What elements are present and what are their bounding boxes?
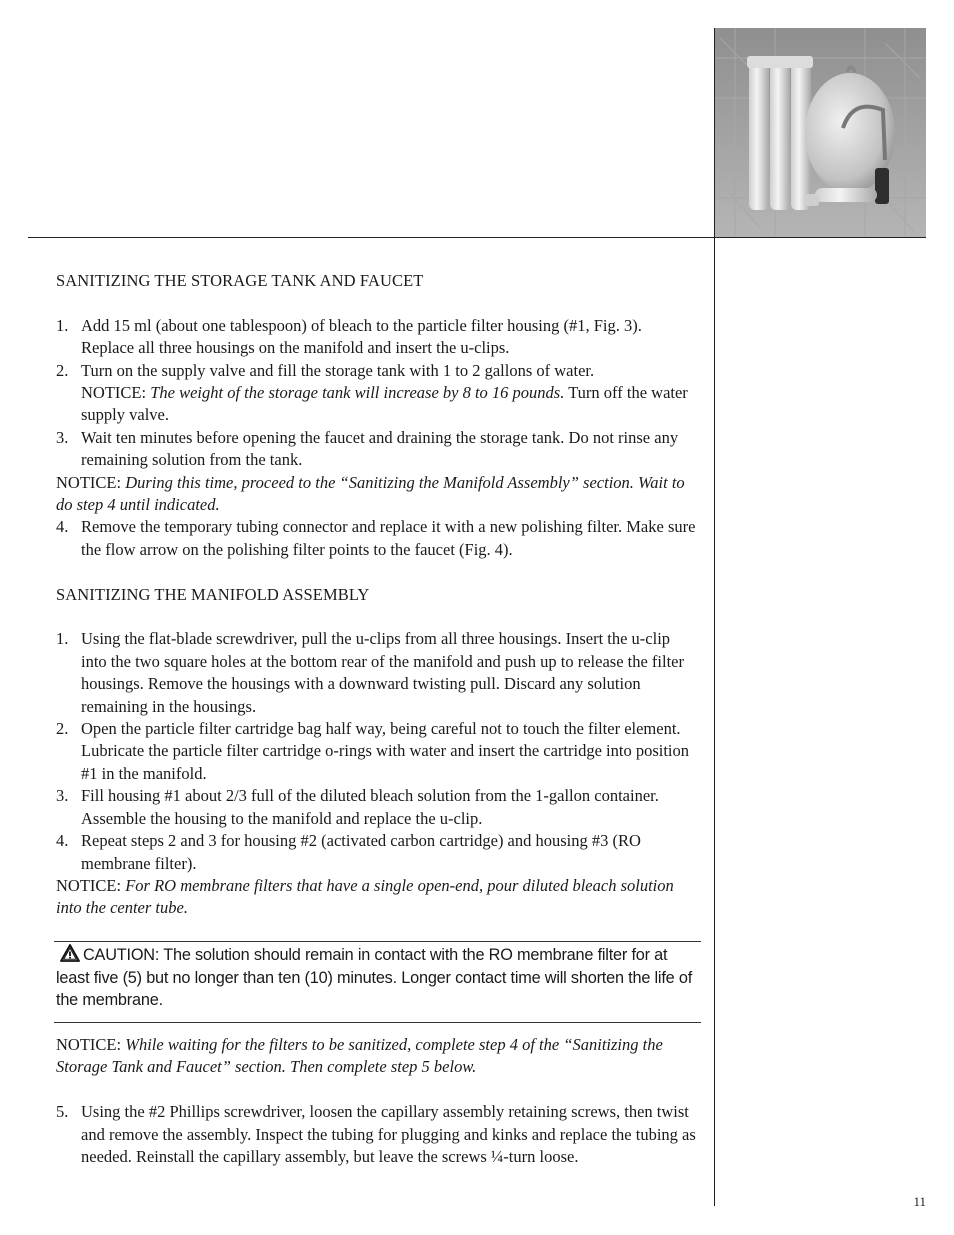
list-item: 1. Using the flat-blade screwdriver, pull the u-clips from all three housings. Insert the u-clip into the two square holes at the bottom rear of the manifold and push up to release the filter housings. Remove the housings with a downward twisting pull. Discard any solution remaining in the housings. (56, 629, 684, 716)
header-rule (28, 237, 926, 238)
list-item: 2. Open the particle filter cartridge bag half way, being careful not to touch the filter element. Lubricate the particle filter cartridge o-rings with water and insert the cartridge into position #1 in the manifold. (56, 719, 689, 783)
list-item: 3. Wait ten minutes before opening the faucet and draining the storage tank. Do not rinse any remaining solution from the tank. (56, 427, 679, 470)
final-step (56, 1101, 699, 1168)
list-item: 4. Remove the temporary tubing connector and replace it with a new polishing filter. Make sure the flow arrow on the polishing filter points to the faucet (Fig. 4). (56, 517, 696, 559)
section-heading-storage-tank: SANITIZING THE STORAGE TANK AND FAUCET (56, 271, 424, 290)
main-content-top (56, 270, 699, 920)
ro-system-image (715, 28, 926, 237)
warning-triangle-icon (60, 944, 80, 962)
list-item: 1. Add 15 ml (about one tablespoon) of bleach to the particle filter housing (#1, Fig. 3). Replace all three housings on the manifold and insert the u-clips. (56, 315, 642, 358)
caution-text: CAUTION: The solution should remain in contact with the RO membrane filter for at least five (5) but no longer than ten (10) minutes. Longer contact time will shorten the life of the membrane. (56, 946, 693, 1010)
list-item: 3. Fill housing #1 about 2/3 full of the diluted bleach solution from the 1-gallon container. Assemble the housing to the manifold and replace the u-clip. (56, 786, 659, 828)
notice-text: NOTICE: While waiting for the filters to be sanitized, complete step 4 of the “Sanitizing the Storage Tank and Faucet” section. Then complete step 5 below. (56, 1035, 663, 1077)
caution-box (54, 941, 701, 1023)
storage-tank-steps (56, 315, 699, 472)
list-item: 5. Using the #2 Phillips screwdriver, loosen the capillary assembly retaining screws, then twist and remove the assembly. Inspect the tubing for plugging and kinks and replace the tubing as needed. Reinstall the capillary assembly, but leave the screws ¼-turn loose. (56, 1102, 696, 1167)
storage-tank-step-4 (56, 516, 699, 561)
manifold-steps (56, 628, 699, 874)
main-content-bottom (56, 1034, 699, 1168)
notice-text: NOTICE: For RO membrane filters that have a single open-end, pour diluted bleach solution into the center tube. (56, 875, 674, 918)
section-heading-manifold: SANITIZING THE MANIFOLD ASSEMBLY (56, 584, 370, 604)
page-number: 11 (913, 1194, 926, 1209)
notice-text: NOTICE: During this time, proceed to the “Sanitizing the Manifold Assembly” section. Wait to do step 4 until indicated. (56, 472, 685, 515)
list-item: 2. Turn on the supply valve and fill the storage tank with 1 to 2 gallons of water. NOTICE: The weight of the storage tank will increase by 8 to 16 pounds. Turn off the water supply valve. (56, 360, 688, 425)
list-item: 4. Repeat steps 2 and 3 for housing #2 (activated carbon cartridge) and housing #3 (RO membrane filter). (56, 831, 641, 873)
product-photo (715, 28, 926, 237)
